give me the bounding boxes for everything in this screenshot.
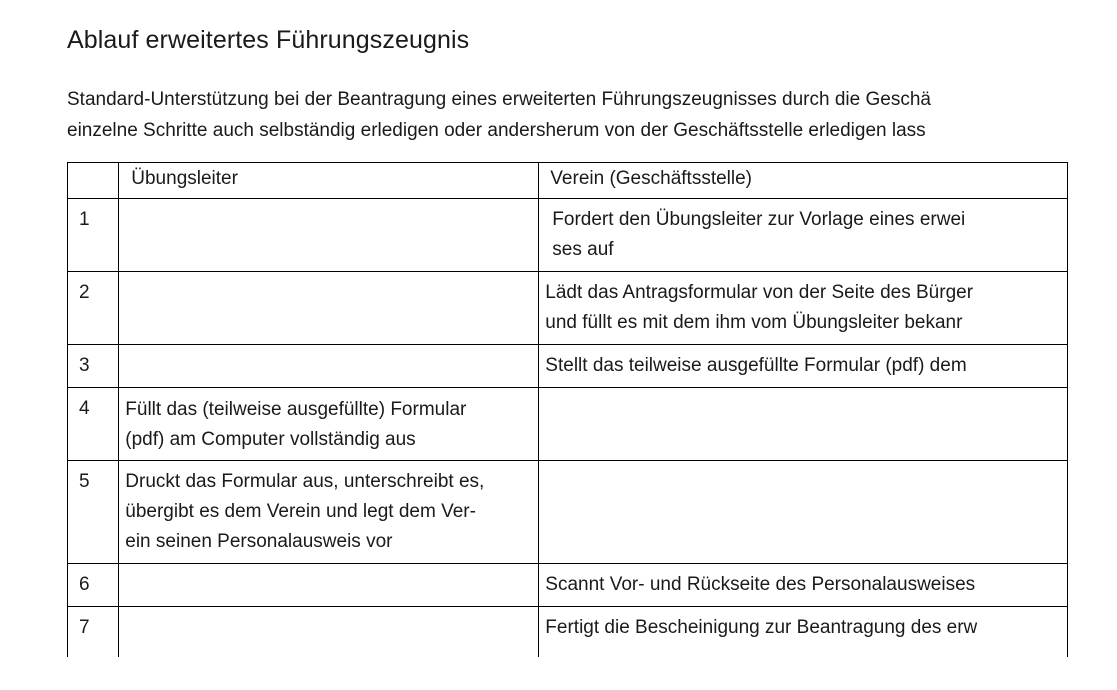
uebungsleiter-cell (119, 345, 539, 388)
cell-line: und füllt es mit dem ihm vom Übungsleiter bekanr (545, 312, 963, 333)
step-number: 6 (68, 564, 119, 607)
uebungsleiter-cell (119, 564, 539, 607)
verein-cell (539, 345, 1068, 388)
cell-line: Scannt Vor- und Rückseite des Personalausweises (545, 574, 976, 595)
intro-line: einzelne Schritte auch selbständig erledigen oder andersherum von der Geschäftsstelle erledigen lass (67, 120, 926, 141)
verein-cell (539, 607, 1068, 658)
header-number (68, 163, 119, 199)
table-row (68, 461, 1068, 564)
step-number: 4 (68, 388, 119, 461)
step-number: 3 (68, 345, 119, 388)
table-row (68, 388, 1068, 461)
verein-cell (539, 564, 1068, 607)
cell-line: (pdf) am Computer vollständig aus (125, 429, 416, 450)
table-row (68, 199, 1068, 272)
step-number: 7 (68, 607, 119, 658)
cell-line: ses auf (552, 239, 614, 260)
uebungsleiter-cell (119, 199, 539, 272)
table-row (68, 564, 1068, 607)
step-number: 2 (68, 272, 119, 345)
cell-line: Füllt das (teilweise ausgefüllte) Formular (125, 399, 467, 420)
uebungsleiter-cell (119, 461, 539, 564)
header-uebungsleiter: Übungsleiter (119, 163, 539, 199)
step-number: 1 (68, 199, 119, 272)
uebungsleiter-cell (119, 607, 539, 658)
verein-cell (539, 461, 1068, 564)
cell-line: Lädt das Antragsformular von der Seite des Bürger (545, 282, 974, 303)
cell-line: übergibt es dem Verein und legt dem Ver- (125, 501, 476, 522)
cell-line: Fordert den Übungsleiter zur Vorlage eines erwei (552, 209, 966, 230)
header-verein: Verein (Geschäftsstelle) (539, 163, 1068, 199)
cell-line: Druckt das Formular aus, unterschreibt es, (125, 471, 485, 492)
intro-line: Standard-Unterstützung bei der Beantragung eines erweiterten Führungszeugnisses durch die Geschä (67, 89, 931, 110)
intro-paragraph (67, 84, 931, 146)
document-title: Ablauf erweitertes Führungszeugnis (67, 26, 470, 54)
verein-cell (539, 199, 1068, 272)
cell-line: Fertigt die Bescheinigung zur Beantragung des erw (545, 617, 978, 638)
table-row (68, 345, 1068, 388)
step-number: 5 (68, 461, 119, 564)
verein-cell (539, 272, 1068, 345)
table-row (68, 607, 1068, 658)
cell-line: Stellt das teilweise ausgefüllte Formular (pdf) dem (545, 355, 967, 376)
table-header-row (68, 163, 1068, 199)
uebungsleiter-cell (119, 388, 539, 461)
table-row (68, 272, 1068, 345)
cell-line: ein seinen Personalausweis vor (125, 531, 393, 552)
steps-table (67, 162, 1068, 657)
verein-cell (539, 388, 1068, 461)
uebungsleiter-cell (119, 272, 539, 345)
